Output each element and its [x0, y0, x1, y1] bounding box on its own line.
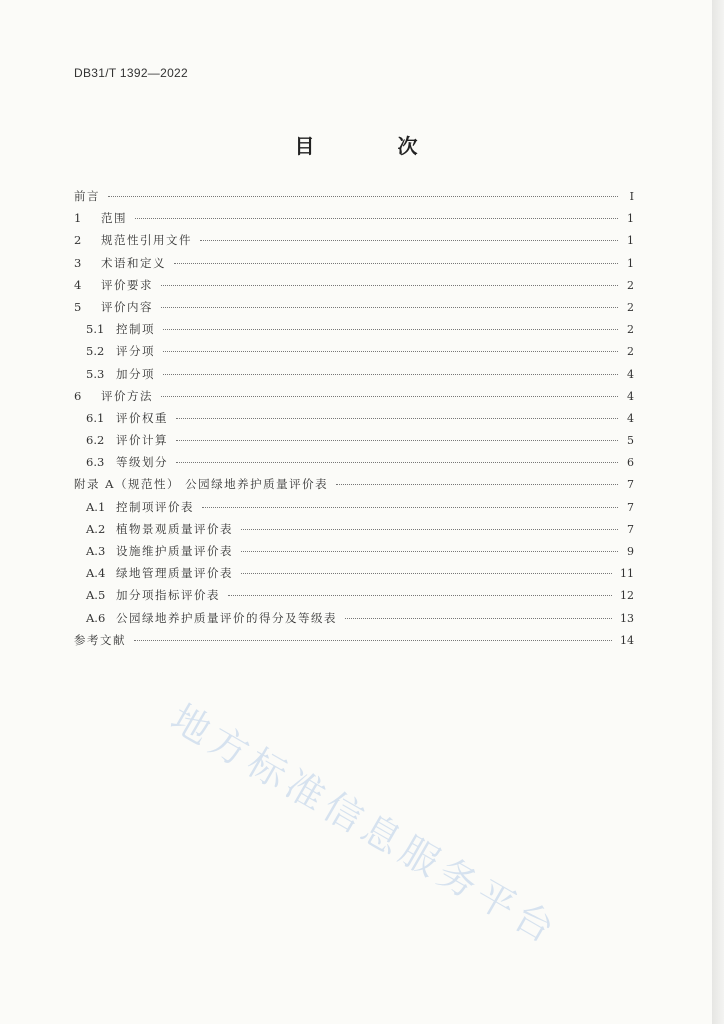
dot-leader: [161, 284, 618, 286]
toc-entry[interactable]: [74, 366, 634, 388]
toc-entry-page: 7: [627, 522, 634, 536]
toc-entry-title: 评价要求: [101, 277, 153, 292]
toc-entry-number: 2: [74, 233, 82, 248]
toc-entry-title: 范围: [101, 211, 127, 226]
dot-leader: [202, 506, 618, 508]
toc-entry-title: 评价计算: [116, 433, 168, 448]
toc-entry-page: 1: [627, 234, 634, 248]
toc-entry-number: 6.1: [86, 410, 105, 425]
toc-entry[interactable]: [74, 499, 634, 521]
toc-entry-number: A.2: [86, 521, 106, 536]
toc-entry-page: 5: [627, 434, 634, 448]
toc-entry[interactable]: [74, 232, 634, 254]
toc-entry-page: 13: [620, 611, 634, 625]
toc-entry-page: 1: [627, 212, 634, 226]
dot-leader: [163, 373, 618, 375]
toc-entry-number: 6: [74, 388, 82, 403]
dot-leader: [134, 639, 612, 641]
toc-entry-title: 绿地管理质量评价表: [116, 566, 233, 581]
toc-entry-number: 6.2: [86, 433, 105, 448]
dot-leader: [108, 195, 618, 197]
toc-entry-title: 植物景观质量评价表: [116, 521, 233, 536]
toc-entry[interactable]: [74, 343, 634, 365]
toc-entry-number: A.3: [86, 544, 106, 558]
watermark: 地方标准信息服务平台: [163, 695, 567, 954]
toc-entry-number: 5.2: [86, 344, 105, 359]
toc-entry-title: 加分项: [116, 366, 155, 381]
dot-leader: [163, 350, 618, 352]
toc-entry-page: I: [629, 190, 634, 203]
toc-entry-page: 9: [627, 545, 634, 558]
toc-entry-page: 2: [627, 278, 634, 292]
toc-entry-number: A.5: [86, 588, 106, 603]
dot-leader: [161, 306, 618, 308]
toc-entry[interactable]: [74, 188, 634, 210]
toc-entry[interactable]: [74, 432, 634, 454]
toc-entry[interactable]: [74, 210, 634, 232]
toc-entry[interactable]: [74, 565, 634, 587]
toc-entry-page: 14: [620, 633, 634, 647]
toc-entry[interactable]: [74, 410, 634, 432]
dot-leader: [163, 328, 618, 330]
toc-entry-number: 5.3: [86, 366, 105, 381]
toc-entry[interactable]: [74, 454, 634, 476]
dot-leader: [345, 617, 612, 619]
dot-leader: [241, 528, 618, 530]
toc-entry-number: 5.1: [86, 322, 105, 337]
toc-entry[interactable]: [74, 388, 634, 410]
toc-entry-number: 1: [74, 211, 82, 226]
toc-entry[interactable]: [74, 476, 634, 498]
toc-entry[interactable]: [74, 321, 634, 343]
toc-entry-title: 等级划分: [116, 455, 168, 470]
toc-entry-page: 7: [627, 478, 634, 492]
toc-entry-number: 4: [74, 277, 82, 292]
dot-leader: [228, 594, 612, 596]
toc-entry-title: 加分项指标评价表: [116, 588, 220, 603]
dot-leader: [174, 262, 618, 264]
toc-entry-title: 评分项: [116, 344, 155, 359]
toc-entry-page: 12: [620, 589, 634, 603]
dot-leader: [241, 572, 612, 574]
toc-entry-number: A.1: [86, 499, 106, 514]
table-of-contents: [74, 188, 634, 654]
toc-entry-page: 11: [620, 567, 634, 581]
toc-entry[interactable]: [74, 587, 634, 609]
toc-entry-page: 4: [627, 411, 634, 425]
toc-entry[interactable]: [74, 299, 634, 321]
toc-entry-title: 控制项评价表: [116, 499, 194, 514]
toc-entry-page: 2: [627, 323, 634, 337]
toc-entry[interactable]: [74, 543, 634, 565]
toc-entry-number: A.6: [86, 610, 106, 625]
toc-entry-title: 术语和定义: [101, 255, 166, 270]
toc-entry-page: 4: [627, 367, 634, 381]
toc-entry[interactable]: [74, 632, 634, 654]
toc-entry-title: 控制项: [116, 322, 155, 337]
dot-leader: [241, 550, 618, 552]
toc-entry-number: 3: [74, 255, 82, 270]
toc-entry[interactable]: [74, 610, 634, 632]
page-edge: [712, 0, 724, 1024]
toc-entry-title: 评价内容: [101, 299, 153, 314]
dot-leader: [161, 395, 618, 397]
toc-entry[interactable]: [74, 521, 634, 543]
dot-leader: [135, 217, 618, 219]
toc-entry-page: 2: [627, 345, 634, 359]
toc-entry-page: 4: [627, 389, 634, 403]
toc-entry[interactable]: [74, 255, 634, 277]
dot-leader: [200, 239, 618, 241]
toc-entry-title: 规范性引用文件: [101, 233, 192, 248]
toc-entry-page: 6: [627, 456, 634, 470]
toc-entry-title: 评价方法: [101, 388, 153, 403]
document-id: DB31/T 1392—2022: [74, 66, 188, 80]
dot-leader: [176, 439, 618, 441]
toc-entry-number: A.4: [86, 566, 106, 581]
toc-entry-number: 5: [74, 299, 82, 314]
toc-entry-title: 前言: [74, 189, 100, 203]
dot-leader: [176, 461, 618, 463]
toc-entry-title: 附录 A（规范性） 公园绿地养护质量评价表: [74, 477, 329, 492]
toc-entry-title: 设施维护质量评价表: [116, 544, 233, 558]
toc-entry-page: 7: [627, 500, 634, 514]
toc-entry-page: 2: [627, 300, 634, 314]
toc-entry-title: 参考文献: [74, 632, 126, 647]
toc-title: 目 次: [294, 134, 456, 158]
dot-leader: [336, 483, 618, 485]
toc-entry[interactable]: [74, 277, 634, 299]
toc-entry-page: 1: [627, 256, 634, 270]
dot-leader: [176, 417, 618, 419]
toc-entry-title: 评价权重: [116, 410, 168, 425]
toc-entry-number: 6.3: [86, 455, 105, 470]
toc-entry-title: 公园绿地养护质量评价的得分及等级表: [116, 610, 337, 625]
